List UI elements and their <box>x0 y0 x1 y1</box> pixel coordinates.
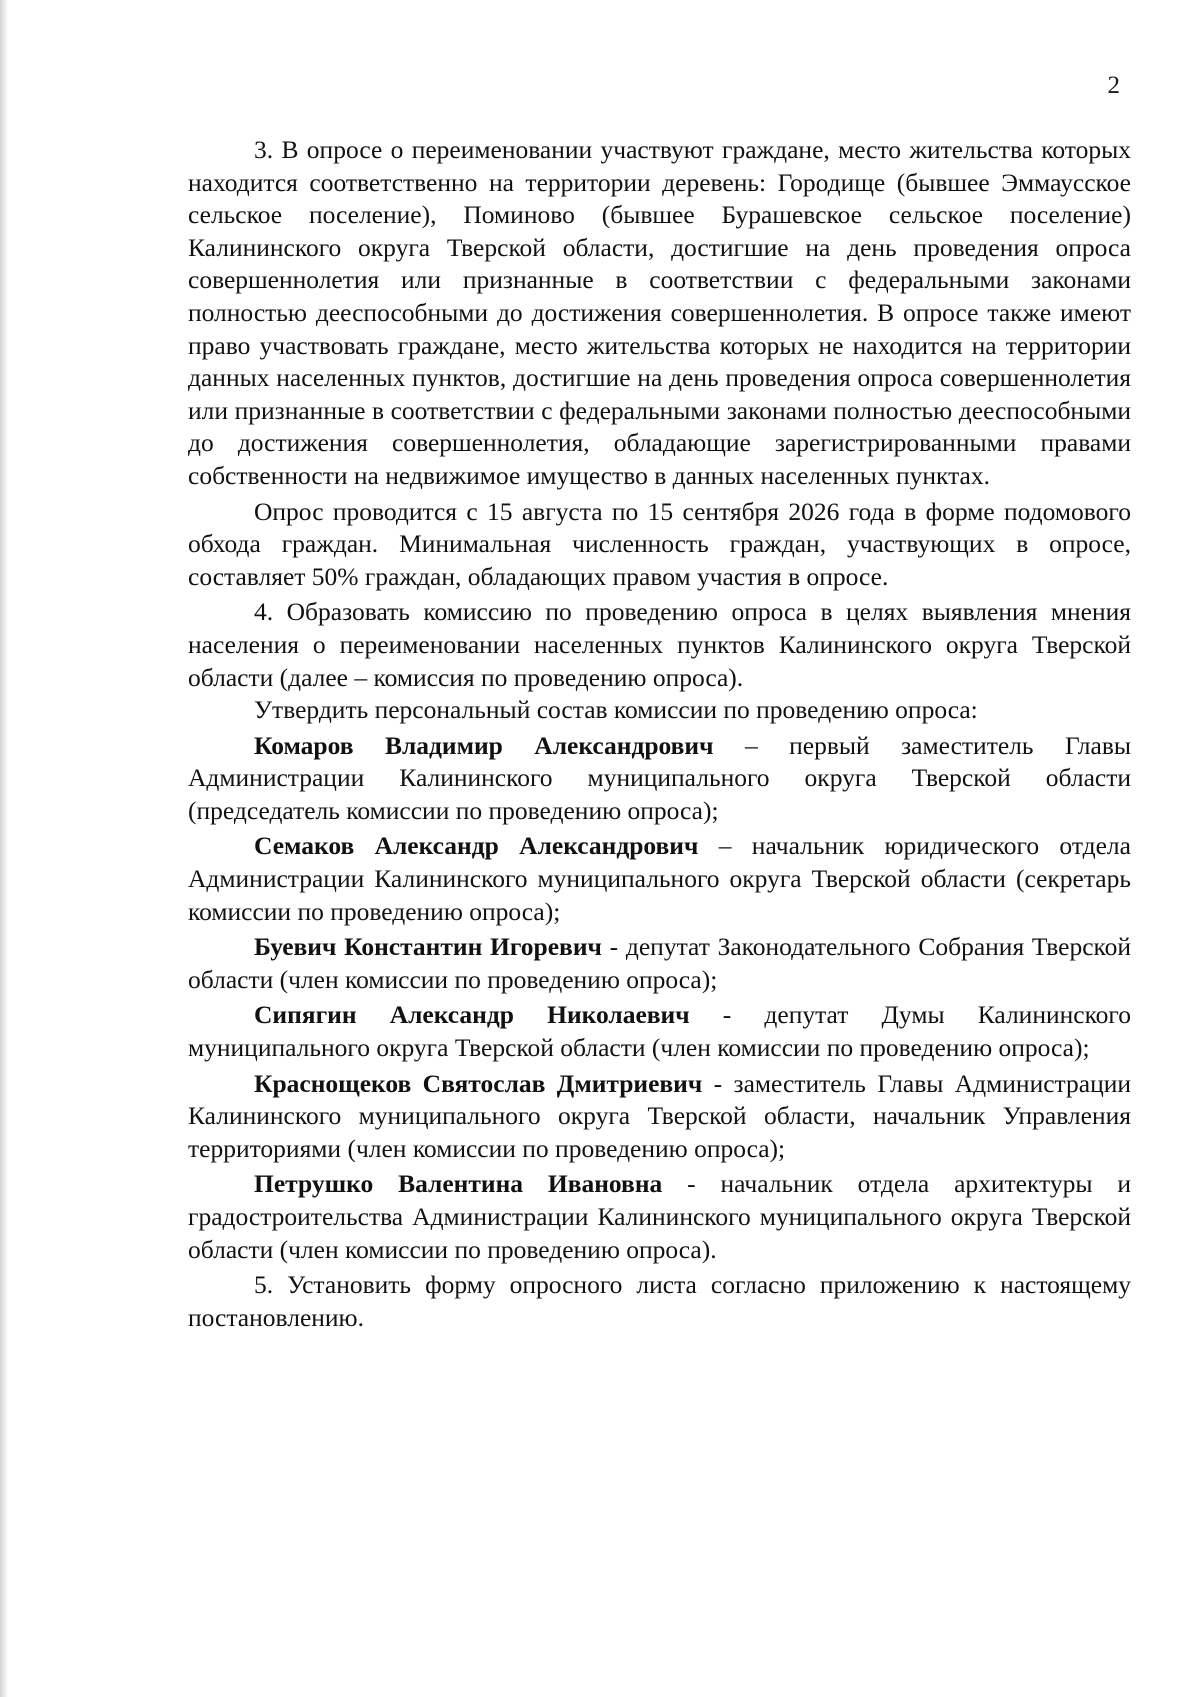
paragraph-4-approve-composition: Утвердить персональный состав комиссии по проведению опроса: <box>254 695 978 725</box>
member-role: – первый заместитель Главы Администрации Калининского муниципального округа Тверской области (председатель комиссии по проведению опроса); <box>188 730 1132 825</box>
member-role: – начальник юридического отдела Администрации Калининского муниципального округа Тверской области (секретарь комиссии по проведению опроса); <box>188 831 1131 926</box>
document-body <box>188 134 1131 1334</box>
commission-member <box>188 1068 1131 1166</box>
paragraph-3-survey-period: Опрос проводится с 15 августа по 15 сентября 2026 года в форме подомового обхода граждан. Минимальная численность граждан, участвующих в опросе, составляет 50% граждан, обладающих правом участия в опросе. <box>188 496 1131 591</box>
member-role: - заместитель Главы Администрации Калининского муниципального округа Тверской области, начальник Управления территориями (член комиссии по проведению опроса); <box>188 1068 1132 1163</box>
commission-member <box>188 999 1131 1064</box>
member-name: Комаров Владимир Александрович <box>254 730 714 760</box>
paragraph-4: 4. Образовать комиссию по проведению опроса в целях выявления мнения населения о переименовании населенных пунктов Калининского округа Тверской области (далее – комиссия по проведению опроса). <box>188 597 1131 692</box>
member-name: Семаков Александр Александрович <box>254 831 699 861</box>
member-name: Сипягин Александр Николаевич <box>254 1000 690 1030</box>
commission-member <box>188 830 1131 928</box>
commission-member <box>188 730 1131 828</box>
member-role: - депутат Думы Калининского муниципального округа Тверской области (член комиссии по проведению опроса); <box>188 1000 1131 1063</box>
member-name: Петрушко Валентина Ивановна <box>254 1169 663 1199</box>
member-role: - начальник отдела архитектуры и градостроительства Администрации Калининского муниципального округа Тверской области (член комиссии по проведению опроса). <box>188 1169 1131 1264</box>
page-number: 2 <box>1107 72 1120 99</box>
member-name: Буевич Константин Игоревич <box>254 932 602 962</box>
paragraph-5: 5. Установить форму опросного листа согласно приложению к настоящему постановлению. <box>188 1270 1131 1332</box>
commission-member <box>188 1168 1131 1266</box>
scan-edge-shadow <box>0 0 8 1697</box>
commission-member <box>188 931 1131 996</box>
member-name: Краснощеков Святослав Дмитриевич <box>254 1068 703 1098</box>
member-role: - депутат Законодательного Собрания Тверской области (член комиссии по проведению опроса); <box>188 932 1131 994</box>
paragraph-3: 3. В опросе о переименовании участвуют граждане, место жительства которых находится соответственно на территории деревень: Городище (бывшее Эммаусское сельское поселение), Поминово (бывшее Бурашевское сельское поселение) Калининского округа Тверской области, достигшие на день проведения опроса совершеннолетия или признанные в соответствии с федеральными законами полностью дееспособными до достижения совершеннолетия. В опросе также имеют право участвовать граждане, место жительства которых не находится на территории данных населенных пунктов, достигшие на день проведения опроса совершеннолетия или признанные в соответствии с федеральными законами полностью дееспособными до достижения совершеннолетия, обладающие зарегистрированными правами собственности на недвижимое имущество в данных населенных пунктах. <box>188 135 1131 490</box>
